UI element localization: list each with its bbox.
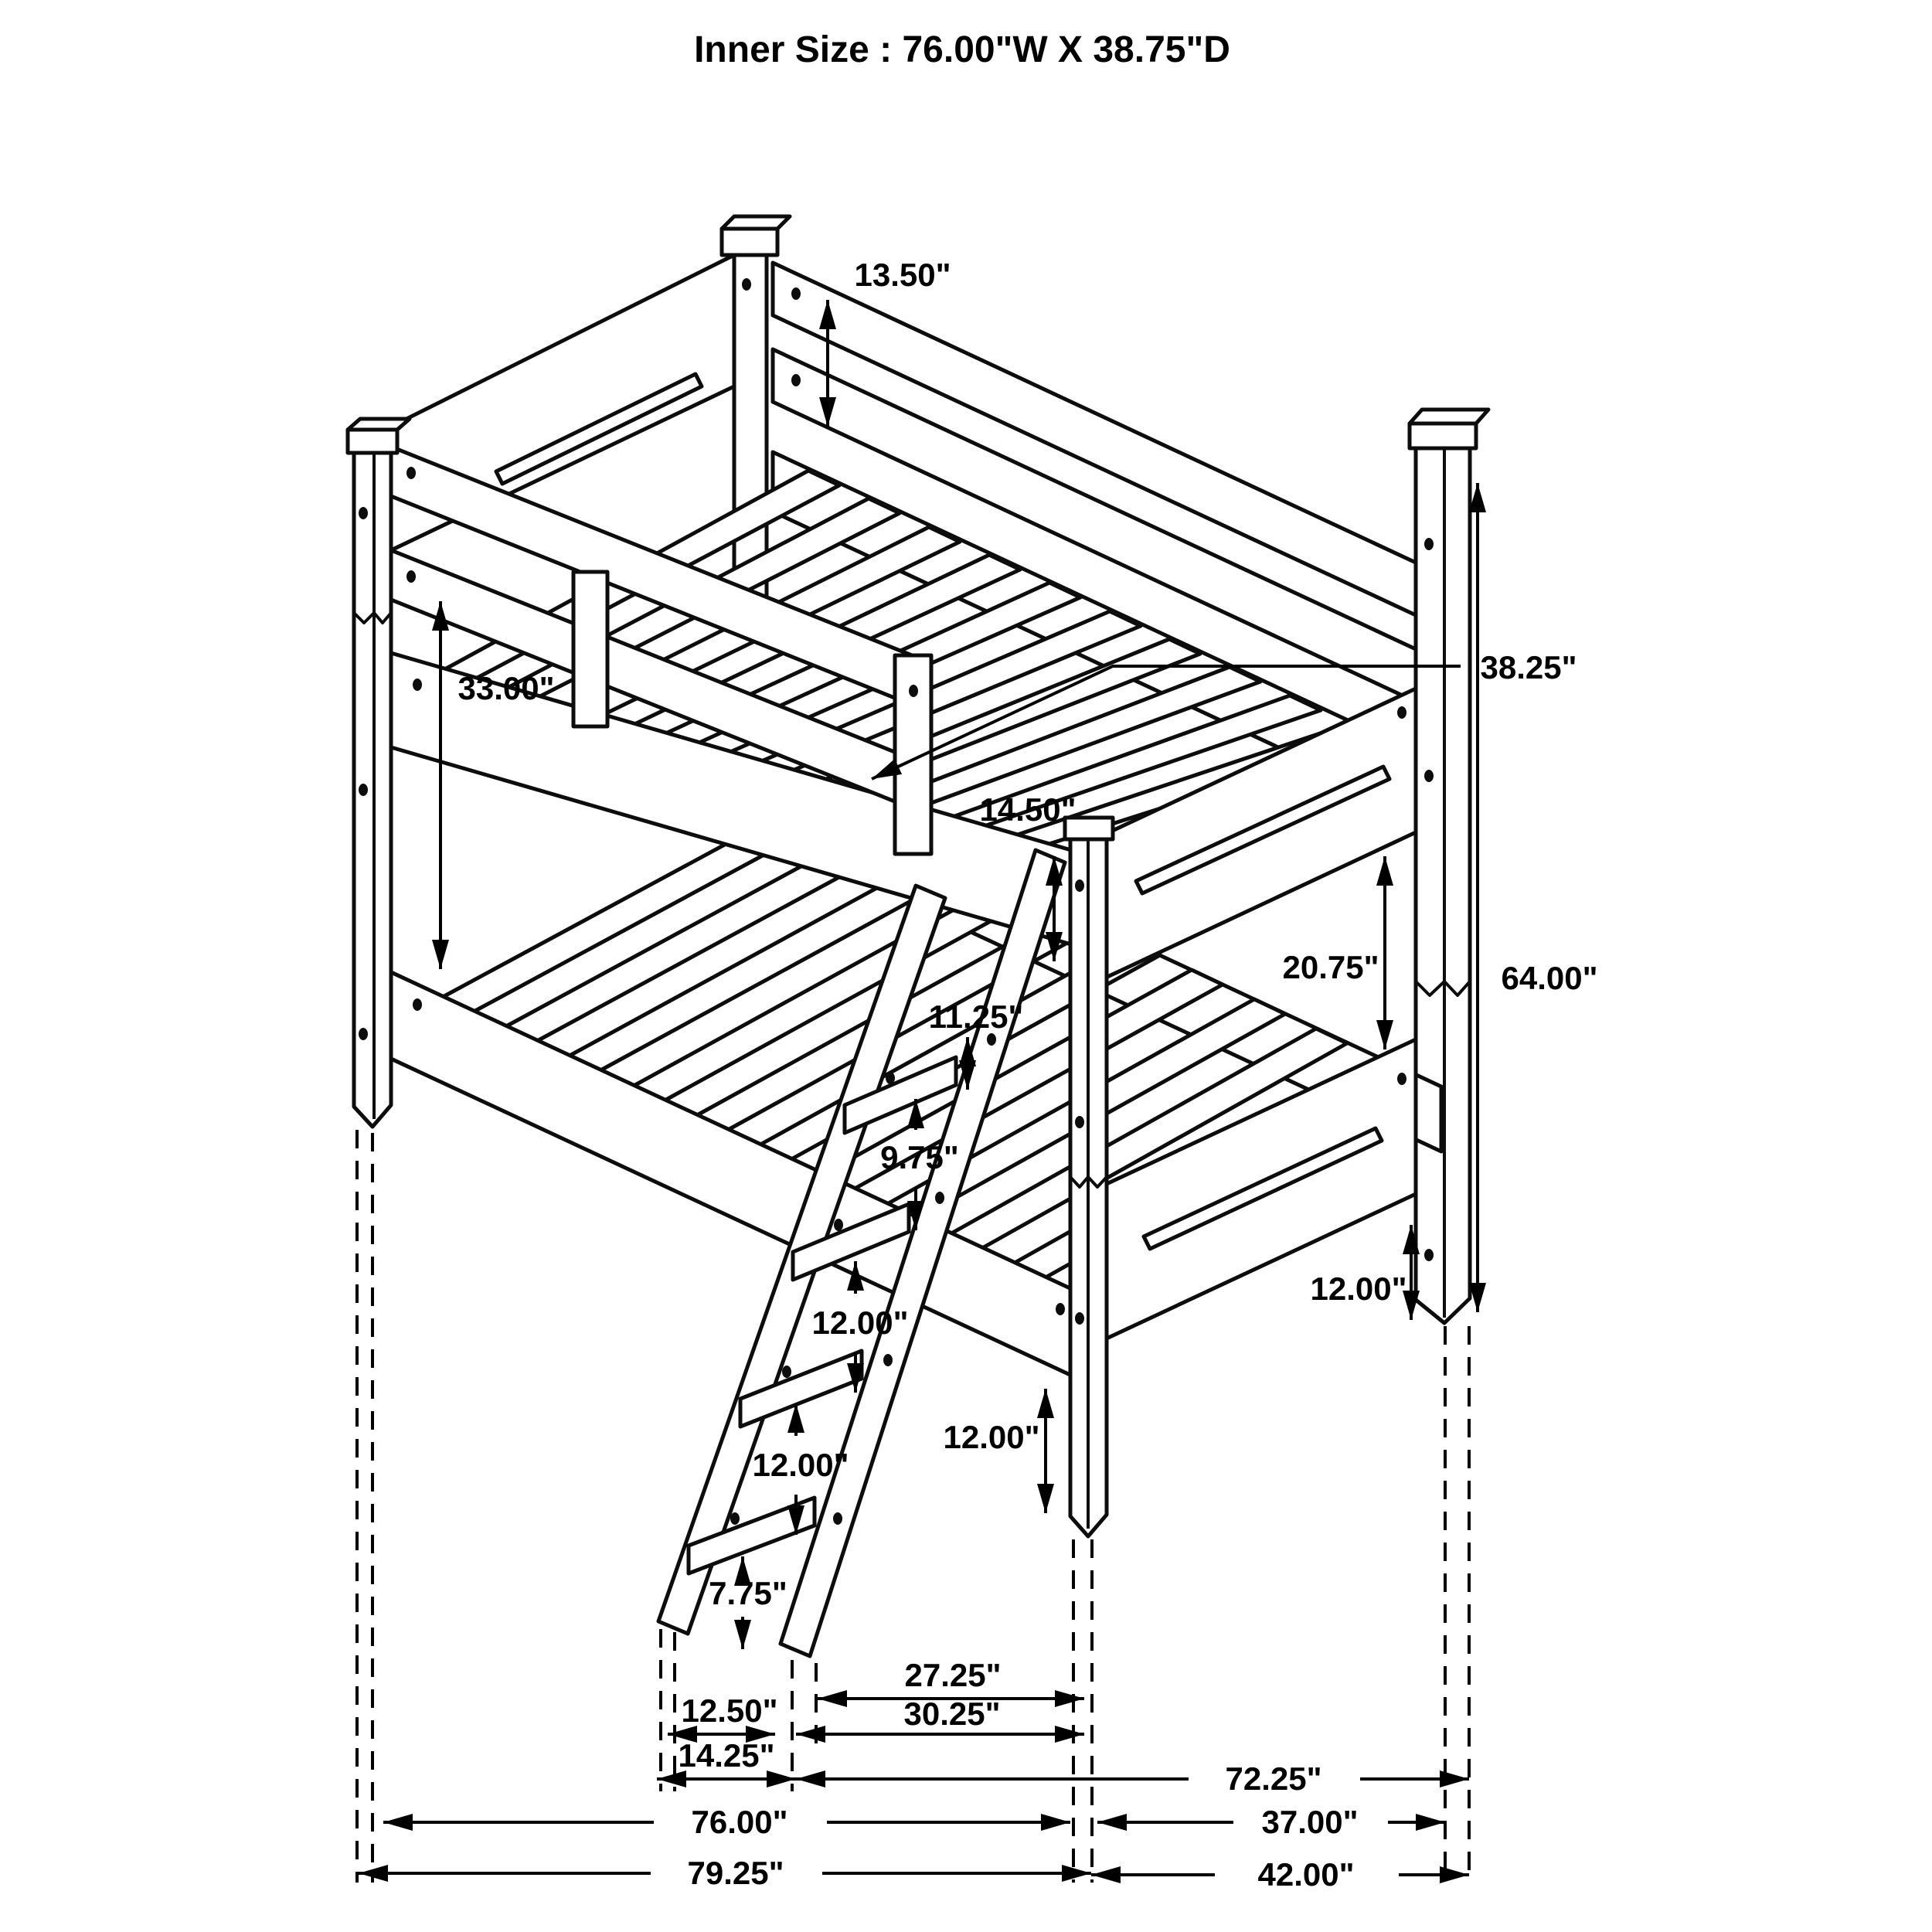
dim-label-ladder-gap-bottom: 7.75" (709, 1575, 787, 1611)
dim-label-ladder-gap-3: 12.00" (811, 1304, 909, 1341)
dim-label-rail-length-right: 72.25" (1225, 1760, 1322, 1797)
dim-label-rail-clearance: 14.50" (979, 791, 1077, 828)
dim-label-overall-height: 64.00" (1501, 960, 1598, 996)
dim-label-inner-length: 76.00" (691, 1804, 788, 1840)
dim-label-ladder-feet-inner: 12.50" (681, 1692, 778, 1729)
dim-label-guard-rail-height: 13.50" (854, 257, 951, 293)
dim-label-foot-clearance: 20.75" (1282, 949, 1379, 985)
dim-label-front-leg-height: 12.00" (943, 1419, 1040, 1455)
page-title: Inner Size : 76.00"W X 38.75"D (694, 29, 1230, 70)
dim-label-bunk-vertical-gap: 33.00" (457, 670, 555, 706)
dim-label-ladder-feet-outer: 14.25" (678, 1737, 775, 1774)
dim-label-ladder-gap-4: 12.00" (752, 1447, 849, 1483)
dim-label-inner-depth-floor: 37.00" (1261, 1804, 1359, 1840)
dim-label-inner-depth: 38.25" (1480, 649, 1577, 685)
post-foot-front (1065, 818, 1113, 1536)
dim-label-overall-length: 79.25" (687, 1855, 784, 1891)
dim-label-overall-depth: 42.00" (1257, 1856, 1355, 1893)
dim-label-ladder-to-post: 27.25" (904, 1657, 1002, 1693)
dim-label-ladder-gap-2: 9.75" (880, 1139, 959, 1175)
dim-label-back-leg-height: 12.00" (1310, 1270, 1407, 1307)
dim-label-ladder-gap-top: 11.25" (928, 998, 1024, 1035)
dim-label-ladder-to-post-outer: 30.25" (903, 1696, 1001, 1732)
